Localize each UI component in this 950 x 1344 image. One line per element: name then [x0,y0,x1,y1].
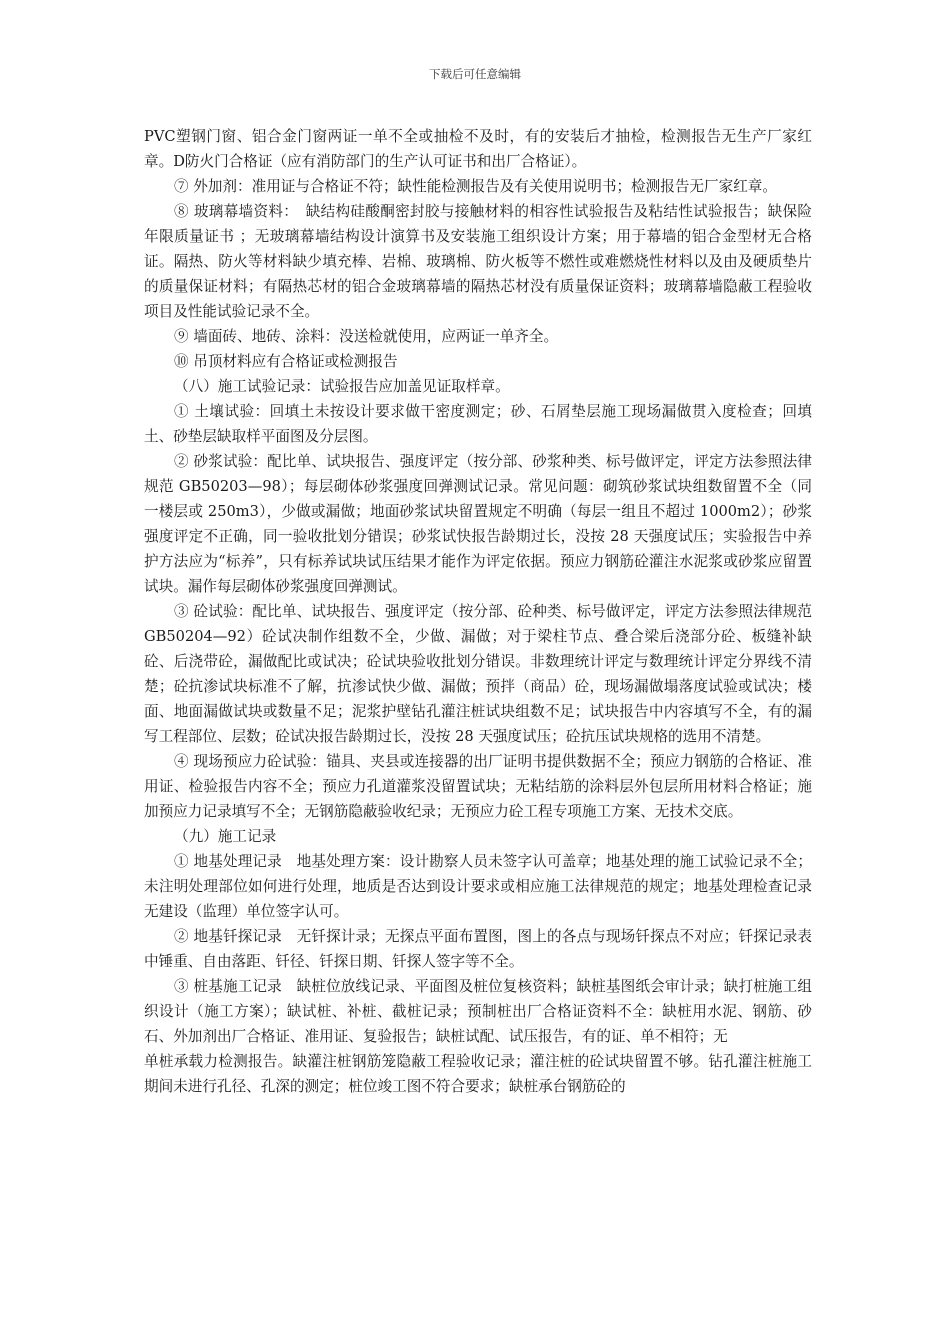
paragraph-pile-load-capacity: 单桩承载力检测报告。缺灌注桩钢筋笼隐蔽工程验收记录；灌注桩的砼试块留置不够。钻孔灌注桩施工期间未进行孔径、孔深的测定；桩位竣工图不符合要求；缺桩承台钢筋砼的 [144,1053,812,1095]
paragraph-soil-test: ① 土壤试验：回填土未按设计要求做干密度测定；砂、石屑垫层施工现场漏做贯入度检查；回填土、砂垫层缺取样平面图及分层图。 [144,403,812,445]
paragraph-pile-foundation: ③ 桩基施工记录 缺桩位放线记录、平面图及桩位复核资料；缺桩基图纸会审计录；缺打桩施工组织设计（施工方案）；缺试桩、补桩、截桩记录；预制桩出厂合格证资料不全：缺桩用水泥、钢筋、砂石、外加剂出厂合格证、准用证、复验报告；缺桩试配、试压报告，有的证、单不相符；无 [144,978,812,1045]
document-body [144,124,812,1099]
section-heading-construction-records: （九）施工记录 [174,828,277,845]
page-header: 下载后可任意编辑 [429,67,521,81]
paragraph-wall-floor-tiles: ⑨ 墙面砖、地砖、涂料：没送检就使用，应两证一单齐全。 [174,328,559,345]
section-heading-construction-tests: （八）施工试验记录：试验报告应加盖见证取样章。 [174,378,510,395]
paragraph-concrete-test: ③ 砼试验：配比单、试块报告、强度评定（按分部、砼种类、标号做评定，评定方法参照法律规范 GB50204—92）砼试决制作组数不全，少做、漏做；对于梁柱节点、叠合梁后浇部分砼、板缝补缺砼、后浇带砼，漏做配比或试决；砼试块验收批划分错误。非数理统计评定与数理统计评定分界线不清楚；砼抗渗试块标准不了解，抗渗试快少做、漏做；预拌（商品）砼，现场漏做塌落度试验或试决；楼面、地面漏做试块或数量不足；泥浆护壁钻孔灌注桩试块组数不足；试块报告中内容填写不全，有的漏写工程部位、层数；砼试决报告龄期过长，没按 28 天强度试压；砼抗压试块规格的选用不清楚。 [144,603,812,745]
paragraph-mortar-test: ② 砂浆试验：配比单、试块报告、强度评定（按分部、砂浆种类、标号做评定，评定方法参照法律规范 GB50203—98）；每层砌体砂浆强度回弹测试记录。常见问题：砌筑砂浆试块组数留置不全（同一楼层或 250m3），少做或漏做；地面砂浆试块留置规定不明确（每层一组且不超过 1000m2）；砂浆强度评定不正确，同一验收批划分错误；砂浆试快报告龄期过长，没按 28 天强度试压；实验报告中养护方法应为“标养”，只有标养试块试压结果才能作为评定依据。预应力钢筋砼灌注水泥浆或砂浆应留置试块。漏作每层砌体砂浆强度回弹测试。 [144,453,812,595]
paragraph-glass-curtain-wall: ⑧ 玻璃幕墙资料： 缺结构硅酸酮密封胶与接触材料的相容性试验报告及粘结性试验报告；缺保险年限质量证书 ；无玻璃幕墙结构设计演算书及安装施工组织设计方案；用于幕墙的铝合金型材无合格证。隔热、防火等材料缺少填充棒、岩棉、玻璃棉、防火板等不燃性或难燃烧性材料以及由及硬质垫片的质量保证材料；有隔热芯材的铝合金玻璃幕墙的隔热芯材没有质量保证资料；玻璃幕墙隐蔽工程验收项目及性能试验记录不全。 [144,203,812,320]
paragraph-admixture: ⑦ 外加剂：准用证与合格证不符；缺性能检测报告及有关使用说明书；检测报告无厂家红章。 [174,178,777,195]
paragraph-foundation-treatment: ① 地基处理记录 地基处理方案：设计勘察人员未签字认可盖章；地基处理的施工试验记录不全；未注明处理部位如何进行处理，地质是否达到设计要求或相应施工法律规范的规定；地基处理检查记录无建设（监理）单位签字认可。 [144,853,812,920]
paragraph-prestressed-concrete-test: ④ 现场预应力砼试验：锚具、夹县或连接器的出厂证明书提供数据不全；预应力钢筋的合格证、准用证、检验报告内容不全；预应力孔道灌浆没留置试块；无粘结筋的涂料层外包层所用材料合格证；施加预应力记录填写不全；无钢筋隐蔽验收纪录；无预应力砼工程专项施工方案、无技术交底。 [144,753,812,820]
paragraph-foundation-probing: ② 地基钎探记录 无钎探计录；无探点平面布置图，图上的各点与现场钎探点不对应；钎探记录表中锤重、自由落距、钎径、钎探日期、钎探人签字等不全。 [144,928,812,970]
paragraph-pvc-windows: PVC塑钢门窗、铝合金门窗两证一单不全或抽检不及时，有的安装后才抽检，检测报告无生产厂家红章。D防火门合格证（应有消防部门的生产认可证书和出厂合格证）。 [144,128,812,170]
paragraph-ceiling-materials: ⑩ 吊顶材料应有合格证或检测报告 [174,353,398,370]
